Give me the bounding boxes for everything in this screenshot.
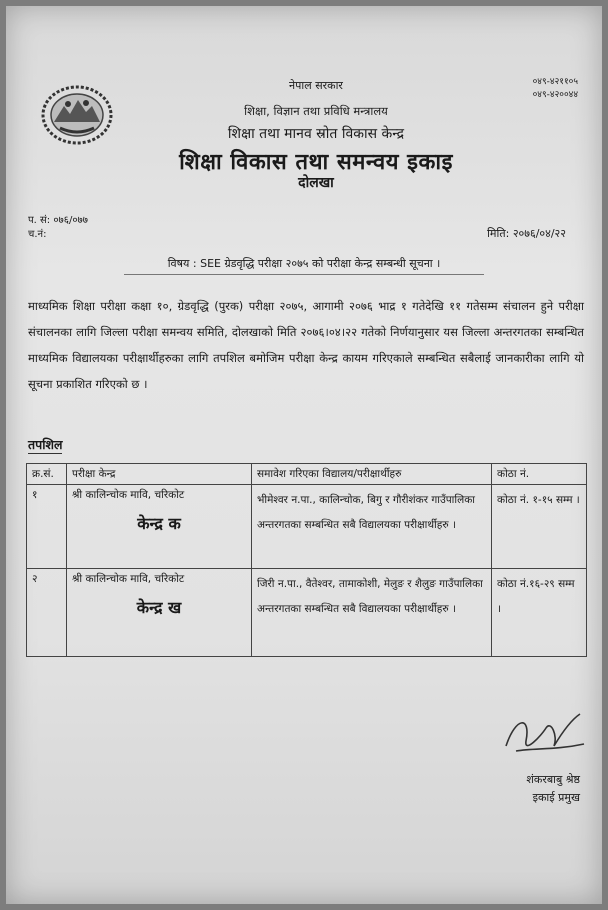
exam-center-table	[26, 463, 587, 657]
header-schools: समावेश गरिएका विद्यालय/परीक्षार्थीहरु	[252, 464, 492, 485]
district-name: दोलखा	[298, 175, 334, 191]
header-exam-center: परीक्षा केन्द्र	[67, 464, 252, 485]
center-label: केन्द्र क	[137, 514, 181, 533]
table-row	[27, 485, 587, 569]
cell-room: कोठा नं.१६-२९ सम्म ।	[492, 569, 587, 657]
notice-page	[6, 6, 602, 904]
subject-underline	[124, 274, 484, 275]
cell-exam-center	[67, 485, 252, 569]
dispatch-number: च.नं:	[28, 229, 47, 240]
center-name: शिक्षा तथा मानव स्रोत विकास केन्द्र	[227, 126, 405, 142]
unit-name: शिक्षा विकास तथा समन्वय इकाइ	[179, 150, 453, 175]
government-name: नेपाल सरकार	[289, 79, 343, 92]
subject-line	[6, 256, 602, 275]
cell-serial: १	[27, 485, 67, 569]
handwritten-signature	[496, 706, 596, 766]
notice-body: माध्यमिक शिक्षा परीक्षा कक्षा १०, ग्रेडवृद्धि (पुरक) परीक्षा २०७५, आगामी २०७६ भाद्र १ गतेदेखि ११ गतेसम्म संचालन हुने परीक्षा संचालनका लागि जिल्ला परीक्षा समन्वय समिति, दोलखाको मिति २०७६।०४।२२ गतेको निर्णयानुसार यस जिल्ला अन्तरगतका सम्बन्धित माध्यमिक विद्यालयका परीक्षार्थीहरुका लागि तपशिल बमोजिम परीक्षा केन्द्र कायम गरिएकाले सम्बन्धित सबैलाई जानकारीका लागि यो सूचना प्रकाशित गरिएको छ ।	[28, 299, 584, 391]
table-header-row	[27, 464, 587, 485]
center-label: केन्द्र ख	[136, 598, 182, 617]
phone-number: ०४९-४२११०५	[532, 77, 578, 87]
header-room: कोठा नं.	[492, 464, 587, 485]
table-row	[27, 569, 587, 657]
subject-text: विषय : SEE ग्रेडवृद्धि परीक्षा २०७५ को परीक्षा केन्द्र सम्बन्धी सूचना ।	[167, 257, 441, 270]
cell-schools: भीमेश्वर न.पा., कालिन्चोक, बिगु र गौरीशंकर गाउँपालिका अन्तरगतका सम्बन्धित सबै विद्यालयका परीक्षार्थीहरु ।	[252, 485, 492, 569]
letter-number: प. सं: ०७६/०७७	[28, 215, 88, 226]
reference-block	[28, 214, 88, 242]
cell-room: कोठा नं. १-१५ सम्म ।	[492, 485, 587, 569]
signatory-block	[526, 771, 580, 807]
phone-number: ०४९-४२००४४	[532, 90, 578, 100]
signatory-title: इकाई प्रमुख	[532, 791, 580, 804]
signatory-name: शंकरबाबु श्रेष्ठ	[526, 773, 580, 786]
phone-numbers	[533, 76, 578, 102]
cell-exam-center	[67, 569, 252, 657]
center-name-text: श्री कालिन्चोक मावि, चरिकोट	[72, 573, 185, 585]
cell-schools: जिरी न.पा., वैतेश्वर, तामाकोशी, मेलुङ र शैलुङ गाउँपालिका अन्तरगतका सम्बन्धित सबै विद्यालयका परीक्षार्थीहरु ।	[252, 569, 492, 657]
letter-date: मिति: २०७६/०४/२२	[487, 227, 566, 240]
center-name-text: श्री कालिन्चोक मावि, चरिकोट	[72, 489, 185, 501]
details-heading: तपशिल	[28, 437, 63, 452]
cell-serial: २	[27, 569, 67, 657]
ministry-name: शिक्षा, विज्ञान तथा प्रविधि मन्त्रालय	[244, 104, 388, 118]
header-serial: क्र.सं.	[27, 464, 67, 485]
